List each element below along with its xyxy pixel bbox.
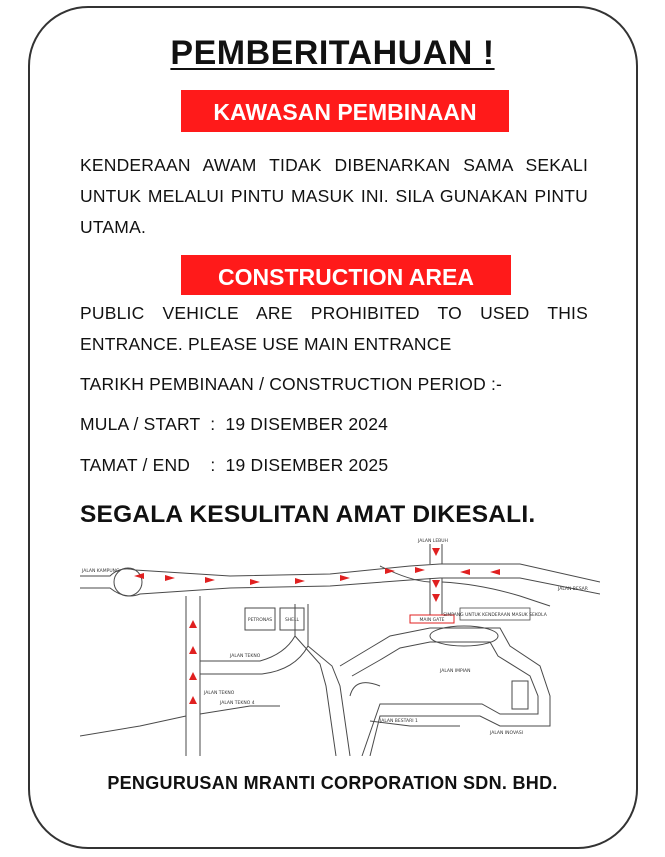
banner-construction-area: CONSTRUCTION AREA xyxy=(181,255,511,295)
message-english: PUBLIC VEHICLE ARE PROHIBITED TO USED THIS ENTRANCE. PLEASE USE MAIN ENTRANCE xyxy=(80,303,588,354)
notice-title: PEMBERITAHUAN ! xyxy=(170,34,495,72)
road-label-east: JALAN INOVASI xyxy=(490,731,524,736)
petronas-label: PETRONAS xyxy=(247,618,273,623)
end-date: TAMAT / END : 19 DISEMBER 2025 xyxy=(80,455,389,475)
road-label-top: JALAN LEBUH xyxy=(418,539,448,544)
road-label-bottom: JALAN BESTARI 1 xyxy=(380,719,418,724)
road-label-left: JALAN KAMPUNG xyxy=(82,569,120,574)
banner-kawasan-pembinaan: KAWASAN PEMBINAAN xyxy=(181,90,509,132)
road-label-south: JALAN IMPIAN xyxy=(440,669,471,674)
direction-arrows xyxy=(134,548,500,704)
road-label-right: JALAN BESAR xyxy=(558,587,588,592)
message-malay: KENDERAAN AWAM TIDAK DIBENARKAN SAMA SEKALI UNTUK MELALUI PINTU MASUK INI. SILA GUNAKAN PINTU UTAMA. xyxy=(80,155,588,237)
start-date: MULA / START : 19 DISEMBER 2024 xyxy=(80,414,389,434)
footer-organisation: PENGURUSAN MRANTI CORPORATION SDN. BHD. xyxy=(107,773,558,793)
entry-note-label: SIMPANG UNTUK KENDERAAN MASUK SEKOLA xyxy=(443,613,547,618)
construction-period-label: TARIKH PEMBINAAN / CONSTRUCTION PERIOD :- xyxy=(80,374,503,394)
location-map xyxy=(80,536,600,756)
apology-text: SEGALA KESULITAN AMAT DIKESALI. xyxy=(80,501,536,528)
road-label-vertical: JALAN TEKNO xyxy=(204,691,235,696)
shell-label: SHELL xyxy=(284,618,300,623)
road-label-lower: JALAN TEKNO 4 xyxy=(220,701,255,706)
road-label-mid: JALAN TEKNO xyxy=(230,654,261,659)
main-gate-label: MAIN GATE xyxy=(419,618,445,623)
